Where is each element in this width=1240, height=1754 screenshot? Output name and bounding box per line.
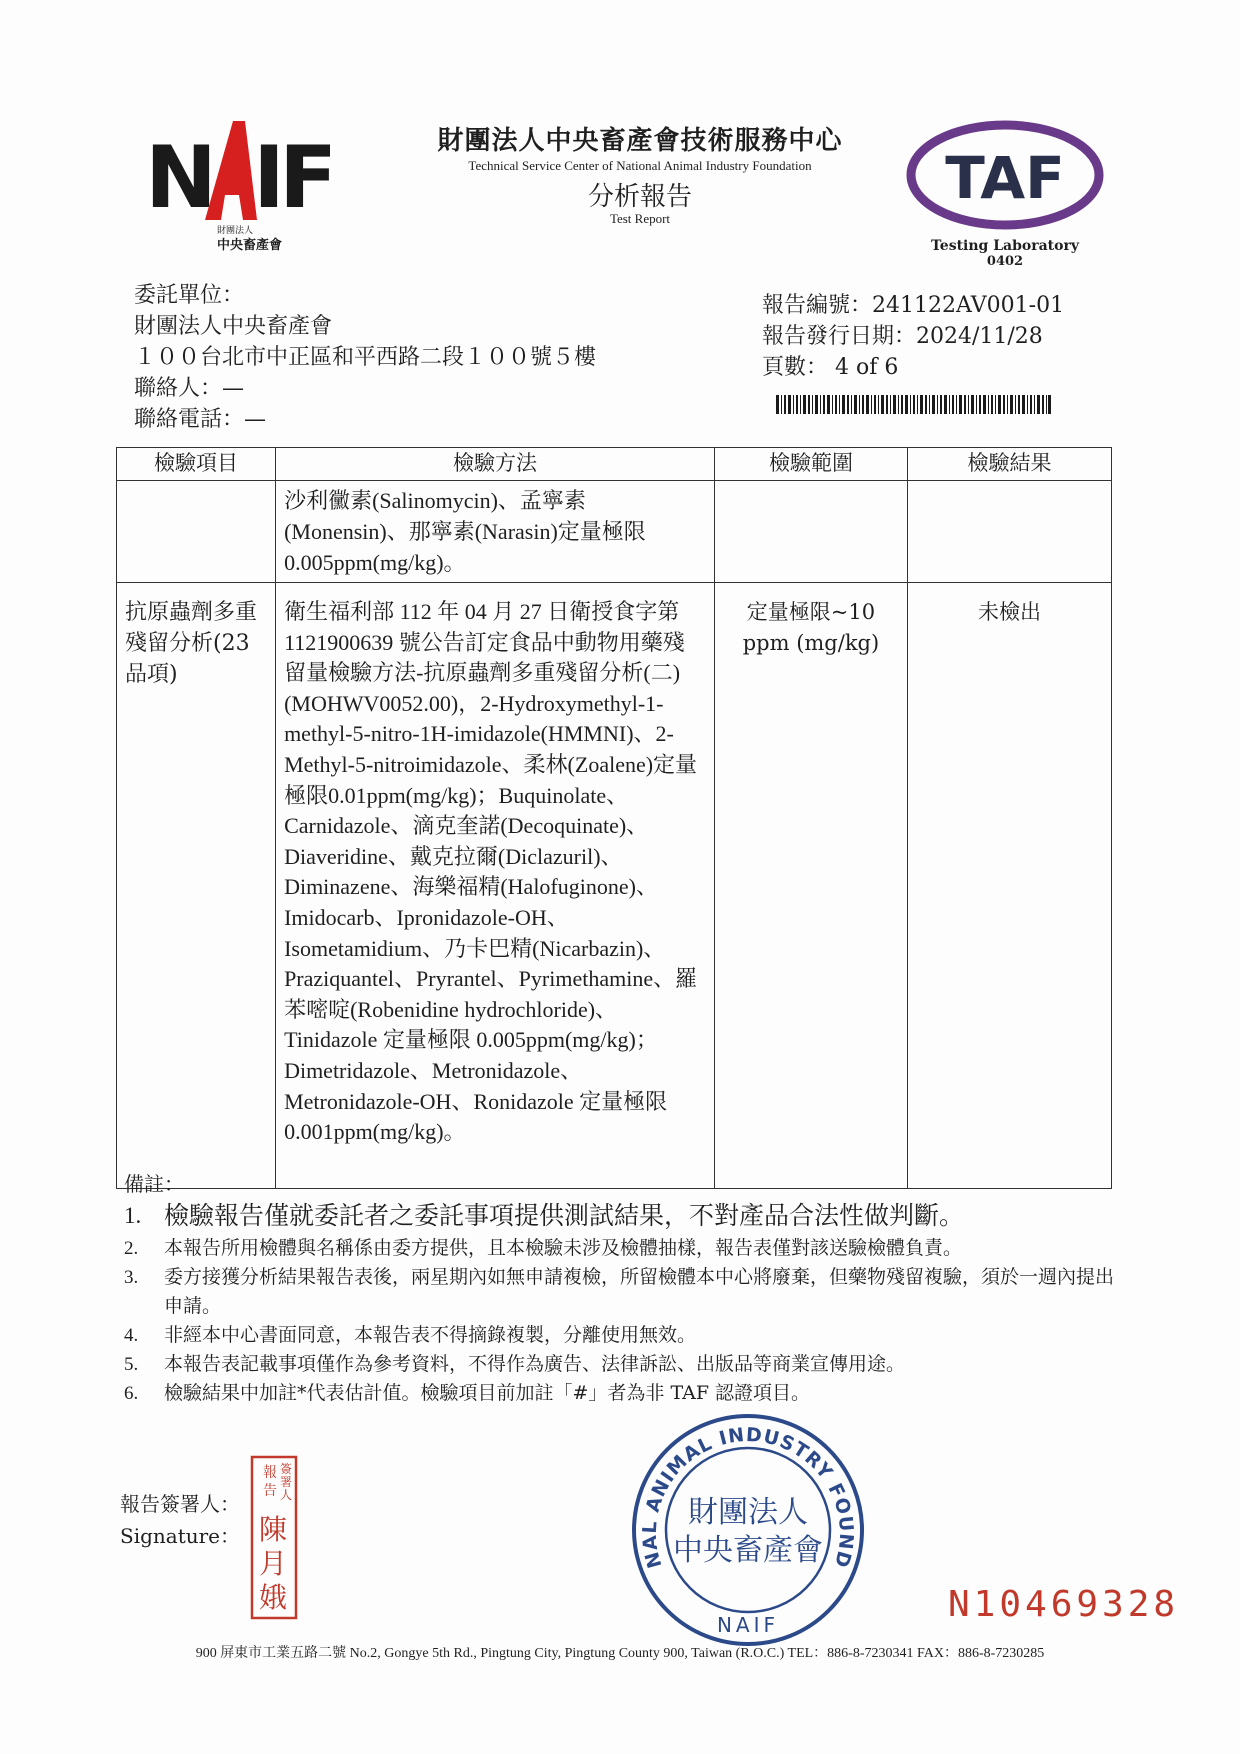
svg-text:告: 告	[263, 1483, 277, 1499]
note-number: 1.	[124, 1203, 142, 1228]
org-title-en: Technical Service Center of National Animal Industry Foundation	[468, 158, 812, 173]
svg-text:娥: 娥	[259, 1581, 288, 1614]
svg-text:報: 報	[263, 1465, 277, 1481]
notes-list	[124, 1198, 1124, 1408]
footer-address: 900 屏東市工業五路二號 No.2, Gongye 5th Rd., Pingtung City, Pingtung County 900, Taiwan (R.O.C.) TEL：886-8-7230341 FAX：886-8-7230285	[195, 1646, 1045, 1661]
results-table	[116, 447, 1112, 1189]
signature-stamp	[250, 1455, 298, 1620]
report-title-en: Test Report	[609, 211, 671, 226]
svg-text:NAIF: NAIF	[716, 1613, 780, 1637]
taf-logo	[905, 120, 1105, 270]
table-row	[117, 583, 1112, 1189]
svg-text:人: 人	[280, 1488, 293, 1502]
report-date: 報告發行日期：2024/11/28	[762, 324, 1043, 349]
report-page: 頁數： 4 of 6	[762, 355, 899, 380]
header-test-range: 檢驗範圍	[714, 448, 907, 481]
client-contact: 聯絡人：—	[134, 376, 245, 401]
note-item	[124, 1379, 1124, 1408]
note-item	[124, 1234, 1124, 1263]
signature-block	[120, 1488, 240, 1552]
note-item	[124, 1198, 1124, 1234]
row1-result	[908, 481, 1112, 583]
note-item	[124, 1350, 1124, 1379]
taf-lab-number: 0402	[986, 254, 1024, 269]
note-number: 5.	[124, 1354, 139, 1375]
note-item	[124, 1321, 1124, 1350]
header-test-result: 檢驗結果	[908, 448, 1112, 481]
svg-text:署: 署	[280, 1475, 293, 1489]
row2-result: 未檢出	[908, 583, 1112, 1189]
svg-text:陳: 陳	[259, 1513, 288, 1546]
svg-text:財團法人: 財團法人	[688, 1495, 808, 1530]
note-number: 3.	[124, 1267, 139, 1288]
client-phone: 聯絡電話：—	[134, 407, 267, 432]
svg-text:N: N	[145, 128, 211, 228]
svg-text:IF: IF	[253, 128, 330, 228]
row1-range	[714, 481, 907, 583]
row2-range: 定量極限~10 ppm (mg/kg)	[714, 583, 907, 1189]
client-info	[134, 280, 596, 435]
report-title-zh: 分析報告	[587, 182, 692, 212]
client-label: 委託單位：	[134, 283, 245, 308]
row2-item: 抗原蟲劑多重殘留分析(23 品項)	[117, 583, 276, 1189]
report-number: 報告編號：241122AV001-01	[762, 293, 1065, 318]
barcode	[776, 395, 1051, 414]
note-number: 2.	[124, 1238, 139, 1259]
row1-method: 沙利黴素(Salinomycin)、孟寧素(Monensin)、那寧素(Narasin)定量極限0.005ppm(mg/kg)。	[276, 481, 715, 583]
note-text: 檢驗報告僅就委託者之委託事項提供測試結果，不對產品合法性做判斷。	[164, 1201, 965, 1230]
note-text: 委方接獲分析結果報告表後，兩星期內如無申請複檢，所留檢體本中心將廢棄，但藥物殘留複驗，須於一週內提出申請。	[164, 1266, 1115, 1317]
table-header-row	[117, 448, 1112, 481]
row1-item	[117, 481, 276, 583]
svg-text:中央畜產會: 中央畜產會	[217, 238, 283, 253]
client-name: 財團法人中央畜產會	[134, 314, 333, 339]
row2-method: 衛生福利部 112 年 04 月 27 日衛授食字第 1121900639 號公告訂定食品中動物用藥殘留量檢驗方法-抗原蟲劑多重殘留分析(二) (MOHWV0052.00)，2-Hydroxymethyl-1-methyl-5-nitro-1H-imidazole(HMMNI)、2-Methyl-5-nitroimidazole、柔林(Zoalene)定量極限0.01ppm(mg/kg)；Buquinolate、Carnidazole、滴克奎諾(Decoquinate)、Diaveridine、戴克拉爾(Diclazuril)、Diminazene、海樂福精(Halofuginone)、Imidocarb、Ipronidazole-OH、Isometamidium、乃卡巴精(Nicarbazin)、Praziquantel、Pryrantel、Pyrimethamine、羅苯嘧啶(Robenidine hydrochloride)、Tinidazole 定量極限 0.005ppm(mg/kg)；Dimetridazole、Metronidazole、Metronidazole-OH、Ronidazole 定量極限0.001ppm(mg/kg)。	[276, 583, 715, 1189]
svg-text:財團法人: 財團法人	[217, 226, 254, 236]
note-text: 本報告所用檢體與名稱係由委方提供，且本檢驗未涉及檢體抽樣，報告表僅對該送驗檢體負責。	[164, 1237, 963, 1259]
organization-seal	[628, 1410, 868, 1650]
taf-lab-label: Testing Laboratory	[930, 238, 1080, 254]
note-text: 本報告表記載事項僅作為參考資料，不得作為廣告、法律訴訟、出版品等商業宣傳用途。	[164, 1353, 906, 1375]
note-number: 4.	[124, 1325, 139, 1346]
note-item	[124, 1263, 1124, 1321]
org-title-zh: 財團法人中央畜產會技術服務中心	[437, 126, 843, 156]
table-row	[117, 481, 1112, 583]
serial-number: N10469328	[948, 1584, 1180, 1625]
header-test-method: 檢驗方法	[276, 448, 715, 481]
signature-label-en: Signature：	[120, 1524, 241, 1548]
svg-text:中央畜產會: 中央畜產會	[673, 1533, 823, 1568]
notes-label: 備註：	[124, 1172, 184, 1196]
header-test-item: 檢驗項目	[117, 448, 276, 481]
signature-label-zh: 報告簽署人：	[120, 1492, 240, 1516]
client-address: １００台北市中正區和平西路二段１００號５樓	[134, 345, 597, 370]
note-text: 檢驗結果中加註*代表估計值。檢驗項目前加註「#」者為非 TAF 認證項目。	[164, 1382, 811, 1404]
svg-text:NATIONAL ANIMAL INDUSTRY FOUND: NAL ANIMAL INDUSTRY FOUND	[638, 1423, 858, 1571]
svg-text:TAF: TAF	[945, 144, 1065, 212]
note-text: 非經本中心書面同意，本報告表不得摘錄複製，分離使用無效。	[164, 1324, 697, 1346]
report-meta	[762, 290, 1064, 383]
svg-text:月: 月	[259, 1547, 288, 1580]
svg-text:簽: 簽	[280, 1462, 293, 1476]
note-number: 6.	[124, 1383, 139, 1404]
